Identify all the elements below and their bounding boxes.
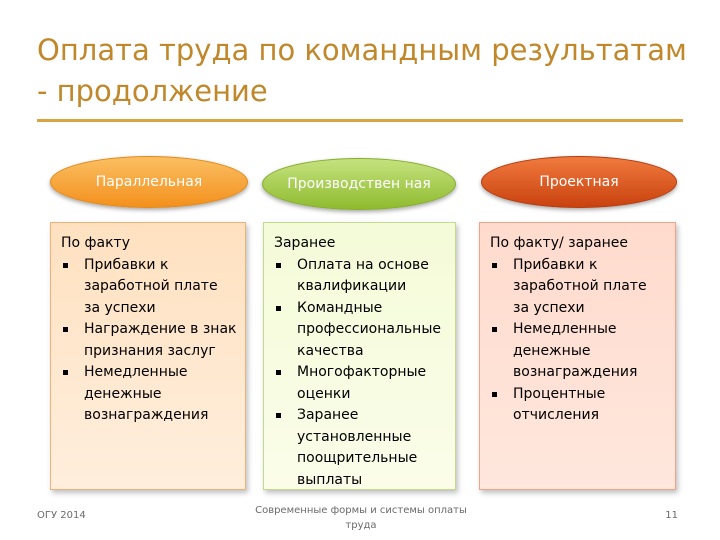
footer-organization: ОГУ 2014 bbox=[37, 510, 86, 521]
list-item: Немедленные денежные вознаграждения bbox=[61, 362, 237, 427]
list-item: Оплата на основе квалификации bbox=[274, 255, 447, 298]
footer-page-number: 11 bbox=[665, 510, 678, 521]
card-heading: По факту bbox=[61, 235, 130, 251]
list-item: Немедленные денежные вознаграждения bbox=[490, 319, 667, 384]
card-heading: Заранее bbox=[274, 235, 336, 251]
oval-label-production: Производствен ная bbox=[262, 158, 456, 210]
list-item: Прибавки к заработной плате за успехи bbox=[61, 255, 237, 320]
list-item: Заранее установленные поощрительные выплаты bbox=[274, 405, 447, 491]
title-divider bbox=[37, 119, 683, 122]
card-parallel bbox=[50, 222, 246, 490]
slide-title: Оплата труда по командным результатам - продолжение bbox=[37, 33, 687, 108]
footer-course-title: Современные формы и системы оплаты труда bbox=[255, 505, 467, 531]
card-project bbox=[479, 222, 676, 490]
card-production bbox=[263, 222, 456, 490]
list-item: Прибавки к заработной плате за успехи bbox=[490, 255, 667, 320]
bullet-list bbox=[61, 255, 237, 427]
oval-label-parallel: Параллельная bbox=[50, 156, 248, 208]
oval-label-project: Проектная bbox=[481, 156, 677, 208]
card-heading: По факту/ заранее bbox=[490, 235, 629, 251]
list-item: Награждение в знак признания заслуг bbox=[61, 319, 237, 362]
list-item: Многофакторные оценки bbox=[274, 362, 447, 405]
bullet-list bbox=[490, 255, 667, 427]
list-item: Командные профессиональные качества bbox=[274, 298, 447, 363]
list-item: Процентные отчисления bbox=[490, 384, 667, 427]
bullet-list bbox=[274, 255, 447, 492]
